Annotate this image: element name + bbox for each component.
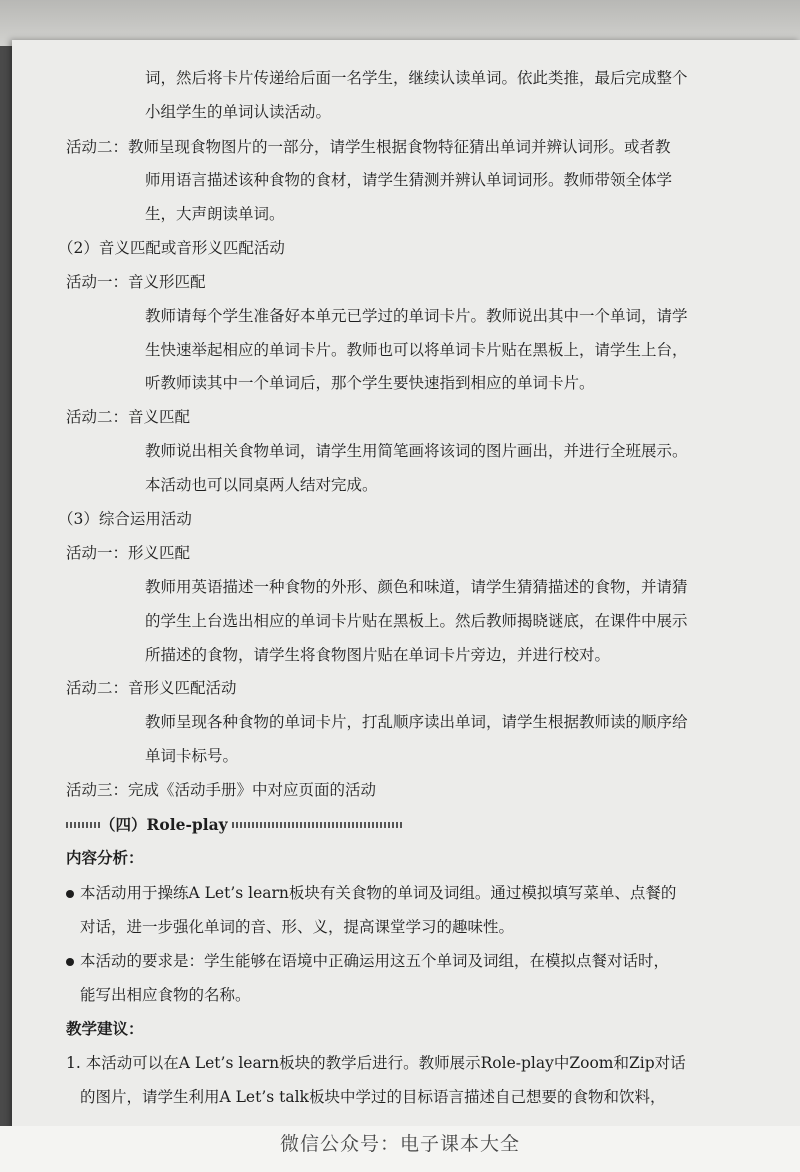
text-line: 教师用英语描述一种食物的外形、颜色和味道，请学生猜猜描述的食物，并请猜	[145, 578, 688, 596]
bullet-icon	[66, 890, 74, 898]
text-line: 教师说出相关食物单词，请学生用简笔画将该词的图片画出，并进行全班展示。	[145, 442, 688, 460]
role-play-heading	[66, 809, 800, 839]
bullet-text: 本活动用于操练A Let’s learn板块有关食物的单词及词组。通过模拟填写菜单、点餐的	[80, 884, 677, 902]
text-line: 小组学生的单词认读活动。	[145, 103, 332, 121]
numbered-item: 1. 本活动可以在A Let’s learn板块的教学后进行。教师展示Role-play中Zoom和Zip对话	[66, 1054, 686, 1072]
activity-heading: 活动二：音义匹配	[66, 408, 191, 426]
heading-ornament-right	[232, 822, 402, 828]
text-line: 生快速举起相应的单词卡片。教师也可以将单词卡片贴在黑板上，请学生上台，	[145, 341, 688, 359]
text-line: 所描述的食物，请学生将食物图片贴在单词卡片旁边，并进行校对。	[145, 646, 611, 664]
text-line: 本活动也可以同桌两人结对完成。	[145, 476, 378, 494]
text-line: 对话，进一步强化单词的音、形、义，提高课堂学习的趣味性。	[80, 918, 515, 936]
text-line: 生，大声朗读单词。	[145, 205, 285, 223]
heading-ornament-left	[66, 822, 100, 828]
text-line: 的学生上台选出相应的单词卡片贴在黑板上。然后教师揭晓谜底，在课件中展示	[145, 612, 688, 630]
text-line: 听教师读其中一个单词后，那个学生要快速指到相应的单词卡片。	[145, 374, 595, 392]
activity-heading: 活动二：音形义匹配活动	[66, 679, 237, 697]
content-analysis-heading: 内容分析：	[66, 849, 144, 867]
text-line: 的图片，请学生利用A Let’s talk板块中学过的目标语言描述自己想要的食物和饮料，	[80, 1088, 666, 1106]
text-line: 词，然后将卡片传递给后面一名学生，继续认读单词。依此类推，最后完成整个	[145, 69, 688, 87]
bullet-icon	[66, 958, 74, 966]
bullet-item	[66, 878, 800, 908]
activity-heading: 活动一：形义匹配	[66, 544, 191, 562]
text-line: 师用语言描述该种食物的食材，请学生猜测并辨认单词词形。教师带领全体学	[145, 171, 673, 189]
watermark-text: 微信公众号：电子课本大全	[279, 1133, 520, 1155]
activity-heading: 活动一：音义形匹配	[66, 273, 206, 291]
section-heading: （2）音义匹配或音形义匹配活动	[58, 239, 285, 257]
activity-heading: 活动三：完成《活动手册》中对应页面的活动	[66, 781, 377, 799]
bullet-text: 本活动的要求是：学生能够在语境中正确运用这五个单词及词组，在模拟点餐对话时，	[80, 952, 670, 970]
text-line: 教师请每个学生准备好本单元已学过的单词卡片。教师说出其中一个单词，请学	[145, 307, 688, 325]
section-heading: （3）综合运用活动	[58, 510, 192, 528]
text-line: 教师呈现各种食物的单词卡片，打乱顺序读出单词，请学生根据教师读的顺序给	[145, 713, 688, 731]
textbook-page	[12, 40, 800, 1130]
teaching-suggestions-heading: 教学建议：	[66, 1020, 144, 1038]
text-line: 能写出相应食物的名称。	[80, 986, 251, 1004]
bullet-item	[66, 946, 800, 976]
role-play-title: （四）Role-play	[100, 815, 228, 834]
activity-heading: 活动二：教师呈现食物图片的一部分，请学生根据食物特征猜出单词并辨认词形。或者教	[66, 138, 671, 156]
text-line: 单词卡标号。	[145, 747, 239, 765]
